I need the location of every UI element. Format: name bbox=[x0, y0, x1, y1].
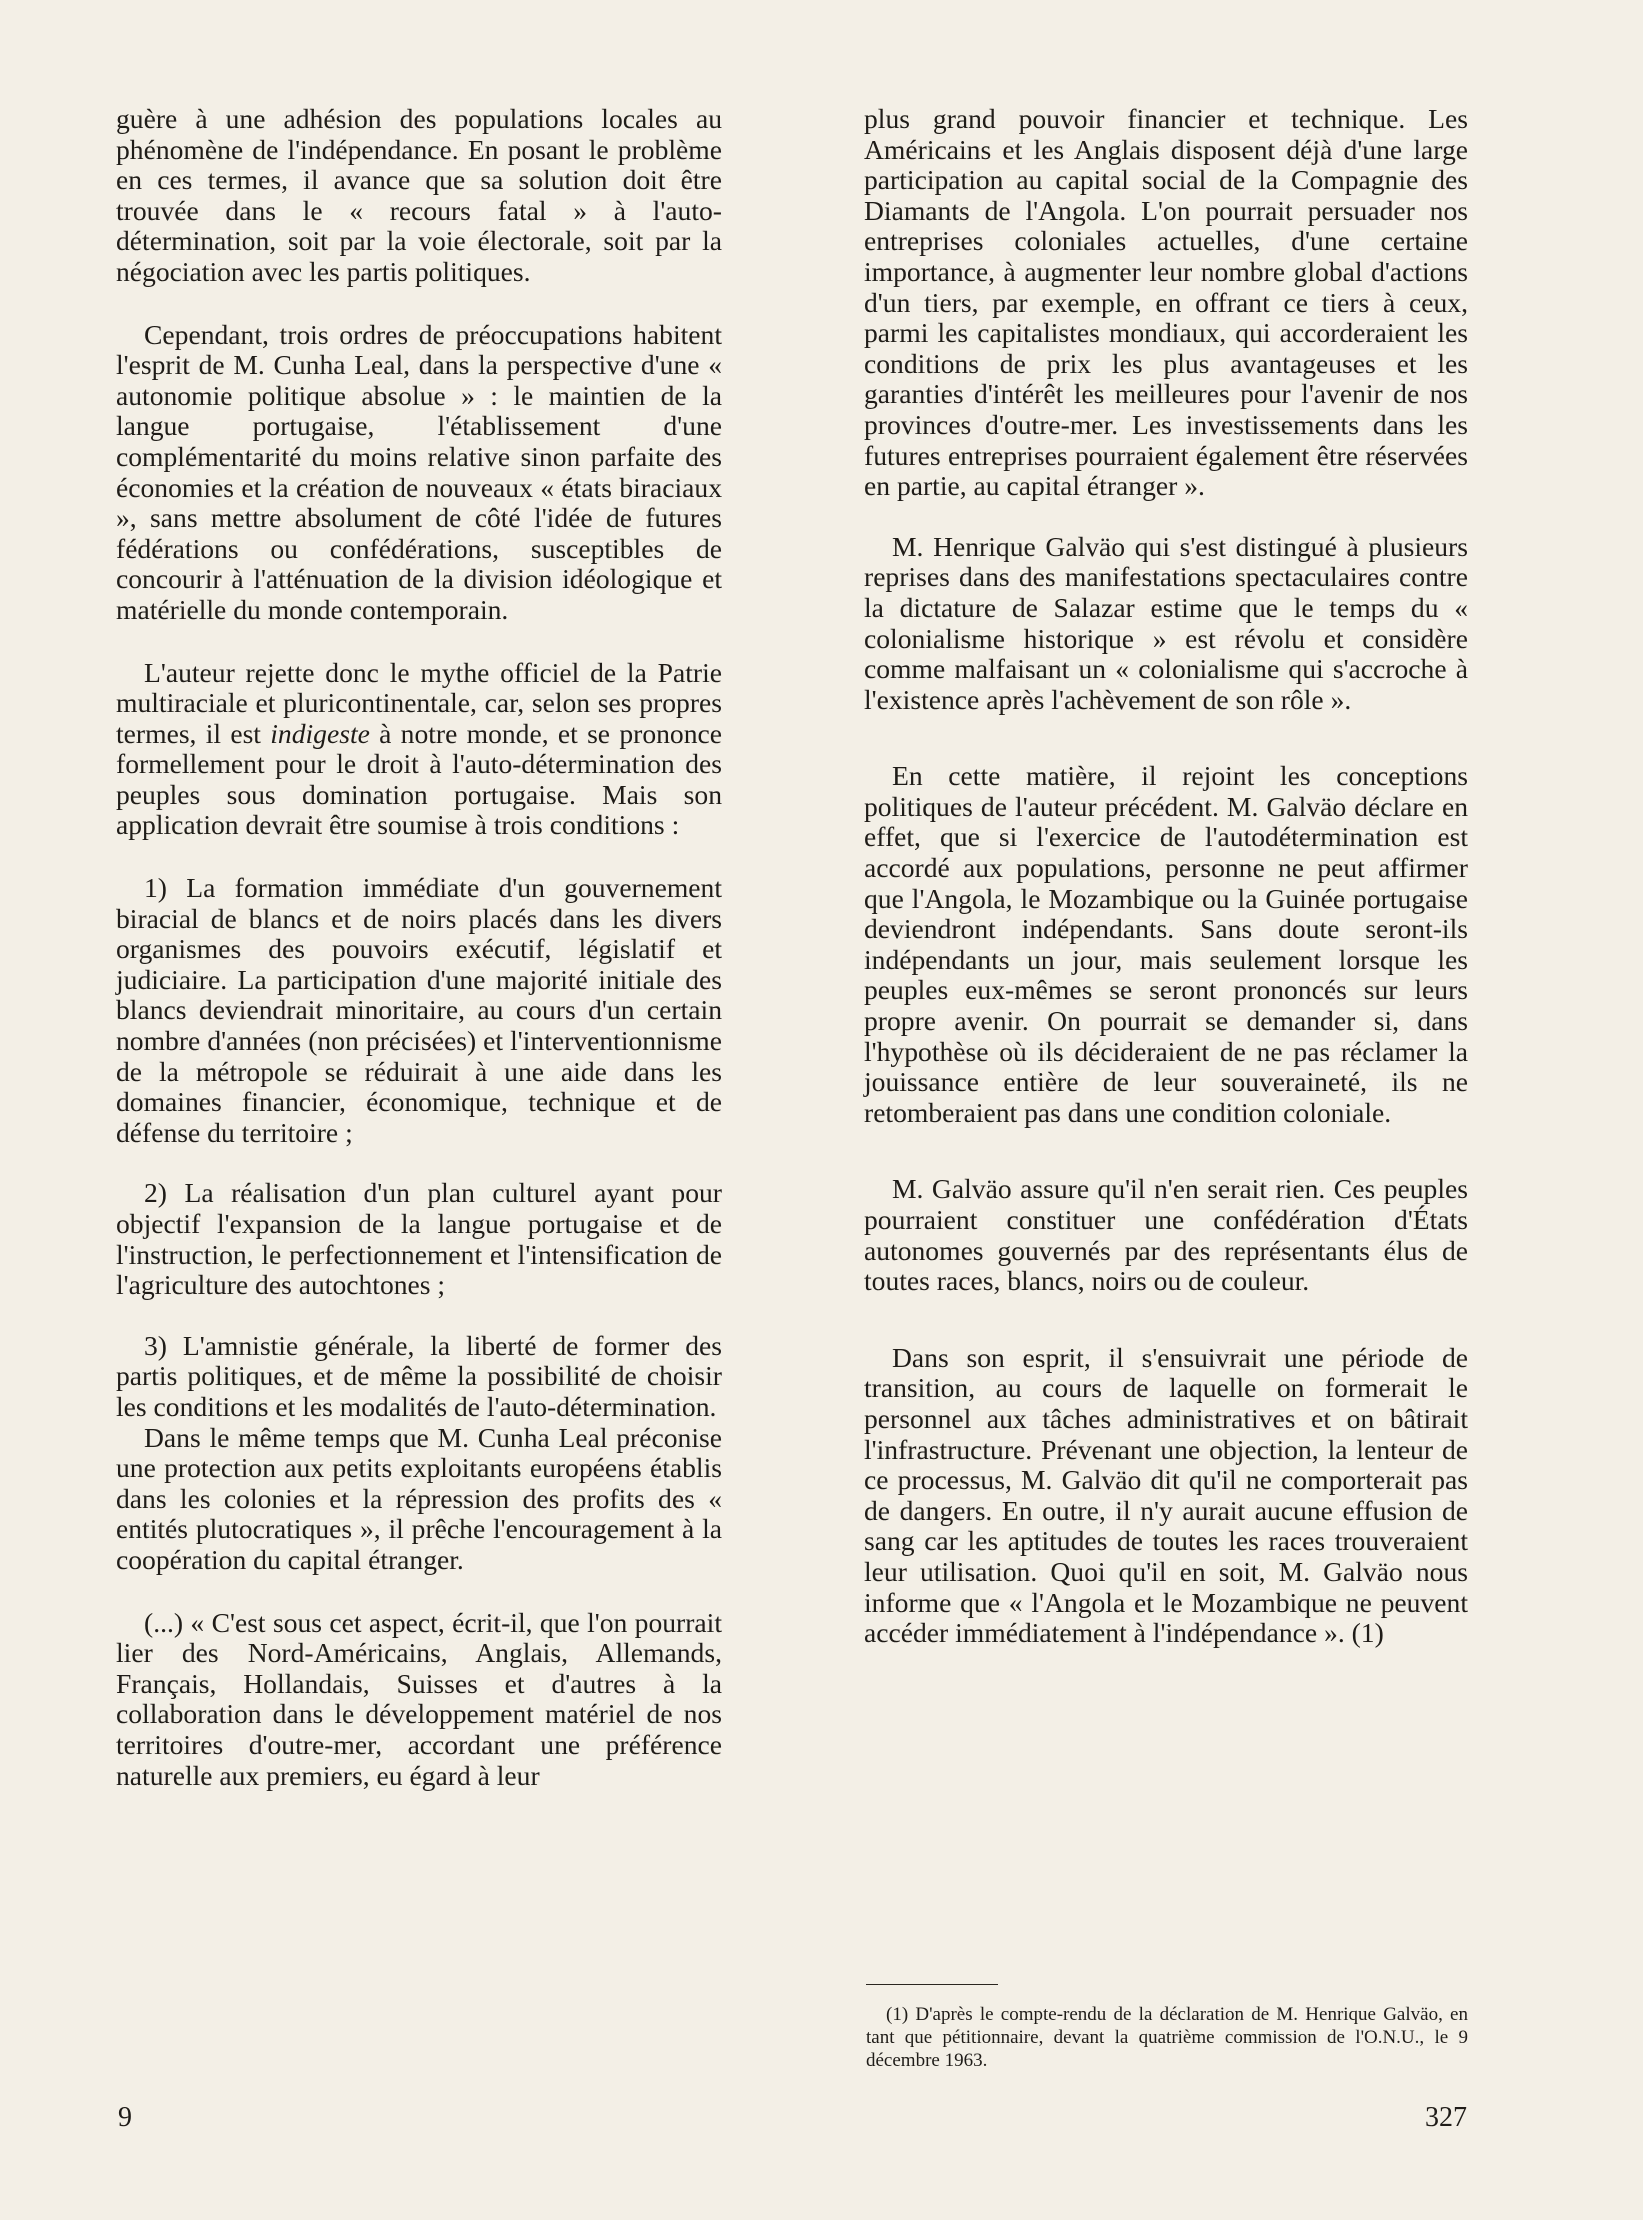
page-number-left: 9 bbox=[118, 2102, 132, 2133]
paragraph: M. Galväo assure qu'il n'en serait rien. Ces peuples pourraient constituer une confédération d'États autonomes gouvernés par des représentants élus de toutes races, blancs, noirs ou de couleur. bbox=[864, 1173, 1468, 1297]
paragraph: En cette matière, il rejoint les conceptions politiques de l'auteur précédent. M. Galväo déclare en effet, que si l'exercice de l'autodétermination est accordé aux populations, personne ne peut affirmer que l'Angola, le Mozambique ou la Guinée portugaise deviendront indépendants. Sans doute seront-ils indépendants un jour, mais seulement lorsque les peuples eux-mêmes se seront prononcés sur leurs propre avenir. On pourrait se demander si, dans l'hypothèse où ils décideraient de ne pas réclamer la jouissance entière de leur souveraineté, ils ne retomberaient pas dans une condition coloniale. bbox=[864, 760, 1468, 1128]
paragraph: guère à une adhésion des populations locales au phénomène de l'indépendance. En posant le problème en ces termes, il avance que sa solution doit être trouvée dans le « recours fatal » à l'auto-détermination, soit par la voie électorale, soit par la négociation avec les partis politiques. bbox=[116, 103, 722, 287]
paragraph: (...) « C'est sous cet aspect, écrit-il, que l'on pourrait lier des Nord-Américains, Anglais, Allemands, Français, Hollandais, Suisses et d'autres à la collaboration dans le développement matériel de nos territoires d'outre-mer, accordant une préférence naturelle aux premiers, eu égard à leur bbox=[116, 1606, 722, 1791]
paragraph-text: à notre monde, et se prononce formellement pour le droit à l'auto-détermination des peuples sous domination portugaise. Mais son application devrait être soumise à trois conditions : bbox=[116, 717, 722, 841]
footnote-divider bbox=[866, 1984, 998, 1985]
paragraph bbox=[116, 658, 722, 842]
left-column bbox=[116, 104, 722, 1791]
paragraph: Cependant, trois ordres de préoccupations habitent l'esprit de M. Cunha Leal, dans la perspective d'une « autonomie politique absolue » : le maintien de la langue portugaise, l'établissement d'une complémentarité du moins relative sinon parfaite des économies et la création de nouveaux « états biraciaux », sans mettre absolument de côté l'idée de futures fédérations ou confédérations, susceptibles de concourir à l'atténuation de la division idéologique et matérielle du monde contemporain. bbox=[116, 318, 722, 625]
emphasis-text: indigeste bbox=[270, 717, 370, 749]
footnote: (1) D'après le compte-rendu de la déclaration de M. Henrique Galväo, en tant que pétitionnaire, devant la quatrième commission de l'O.N.U., le 9 décembre 1963. bbox=[866, 2004, 1468, 2071]
paragraph: Dans le même temps que M. Cunha Leal préconise une protection aux petits exploitants européens établis dans les colonies et la répression des profits des « entités plutocratiques », il prêche l'encouragement à la coopération du capital étranger. bbox=[116, 1421, 722, 1575]
list-item-condition-3: 3) L'amnistie générale, la liberté de former des partis politiques, et de même la possibilité de choisir les conditions et les modalités de l'auto-détermination. bbox=[116, 1329, 722, 1422]
list-item-condition-2: 2) La réalisation d'un plan culturel ayant pour objectif l'expansion de la langue portugaise et de l'instruction, le perfectionnement et l'intensification de l'agriculture des autochtones ; bbox=[116, 1177, 722, 1301]
paragraph-text: L'auteur rejette donc le mythe officiel de la Patrie multiraciale et pluricontinentale, car, selon ses propres termes, il est bbox=[116, 656, 722, 749]
right-column bbox=[864, 104, 1468, 1649]
page-number-right: 327 bbox=[1425, 2102, 1467, 2133]
paragraph: M. Henrique Galväo qui s'est distingué à plusieurs reprises dans des manifestations spectaculaires contre la dictature de Salazar estime que le temps du « colonialisme historique » est révolu et considère comme malfaisant un « colonialisme qui s'accroche à l'existence après l'achèvement de son rôle ». bbox=[864, 530, 1468, 715]
list-item-condition-1: 1) La formation immédiate d'un gouvernement biracial de blancs et de noirs placés dans les divers organismes des pouvoirs exécutif, législatif et judiciaire. La participation d'une majorité initiale des blancs deviendrait minoritaire, au cours d'un certain nombre d'années (non précisées) et l'interventionnisme de la métropole se réduirait à une aide dans les domaines financier, économique, technique et de défense du territoire ; bbox=[116, 872, 722, 1148]
paragraph: Dans son esprit, il s'ensuivrait une période de transition, au cours de laquelle on formerait le personnel aux tâches administratives et on bâtirait l'infrastructure. Prévenant une objection, la lenteur de ce processus, M. Galväo dit qu'il ne comporterait pas de dangers. En outre, il n'y aurait aucune effusion de sang car les aptitudes de toutes les races trouveraient leur utilisation. Quoi qu'il en soit, M. Galväo nous informe que « l'Angola et le Mozambique ne peuvent accéder immédiatement à l'indépendance ». (1) bbox=[864, 1341, 1468, 1649]
paragraph: plus grand pouvoir financier et technique. Les Américains et les Anglais disposent déjà d'une large participation au capital social de la Compagnie des Diamants de l'Angola. L'on pourrait persuader nos entreprises coloniales actuelles, d'une certaine importance, à augmenter leur nombre global d'actions d'un tiers, par exemple, en offrant ce tiers à ceux, parmi les capitalistes mondiaux, qui accorderaient les conditions de prix les plus avantageuses et les garanties d'intérêt les meilleures pour l'avenir de nos provinces d'outre-mer. Les investissements dans les futures entreprises pourraient également être réservées en partie, au capital étranger ». bbox=[864, 103, 1468, 502]
